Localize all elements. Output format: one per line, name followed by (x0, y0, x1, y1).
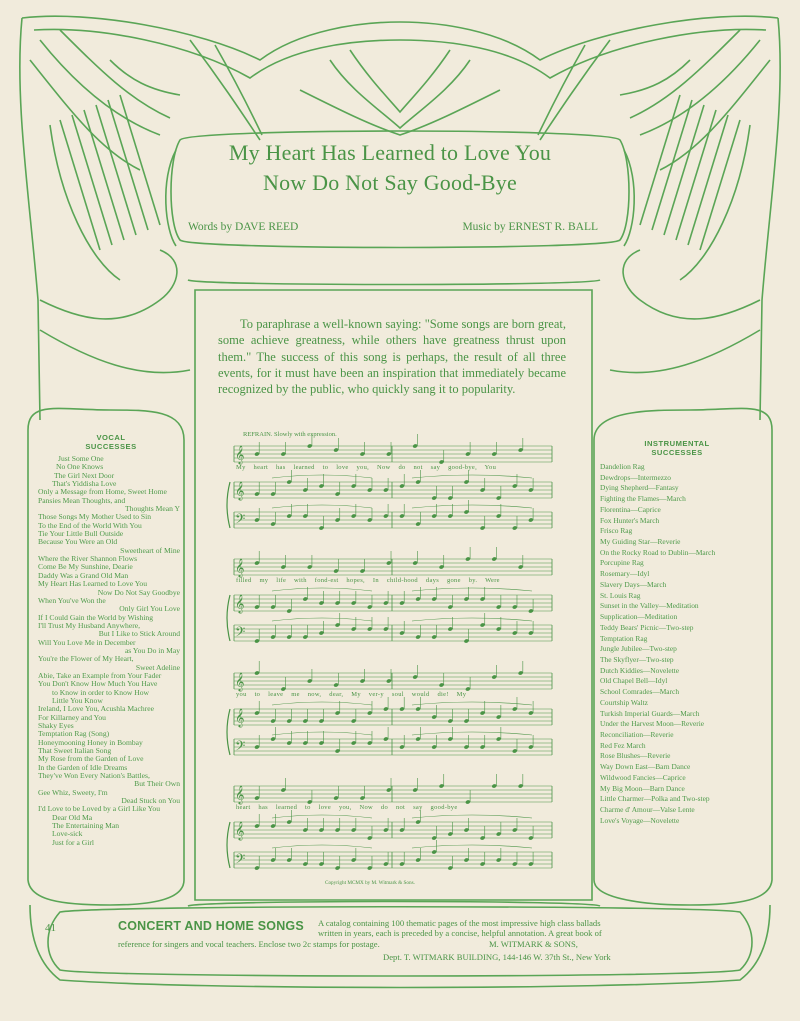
clef-icon: 𝄞 (235, 481, 245, 500)
list-item: Supplication—Meditation (600, 612, 678, 622)
list-item: I'll Trust My Husband Anywhere, (38, 620, 140, 630)
list-item: Dutch Kiddies—Novelette (600, 665, 680, 675)
clef-icon: 𝄢 (235, 738, 246, 757)
clef-icon: 𝄢 (235, 624, 246, 643)
list-item: My Guiding Star—Reverie (600, 537, 681, 547)
list-item: Old Chapel Bell—Idyl (600, 676, 668, 686)
slur (272, 618, 372, 621)
publisher-address: Dept. T. WITMARK BUILDING, 144-146 W. 37th St., New York (383, 952, 611, 962)
list-item: If I Could Gain the World by Wishing (38, 612, 154, 622)
clef-icon: 𝄞 (235, 821, 245, 840)
catalog-desc-line2: written in years, each is preceded by a concise, helpful annotation. A great book of (318, 928, 602, 939)
list-item: Love's Voyage—Novelette (600, 815, 680, 825)
list-item: The Girl Next Door (54, 470, 115, 480)
slur (272, 815, 372, 818)
music-notation (212, 428, 574, 898)
list-item: For Killarney and You (38, 712, 106, 722)
instrumental-successes-list (600, 462, 770, 826)
brace (227, 709, 230, 755)
list-item: Tie Your Little Bull Outside (38, 529, 124, 539)
list-item: Wildwood Fancies—Caprice (600, 772, 686, 782)
list-item: That's Yiddisha Love (52, 479, 117, 489)
lyric-line-2: filled my life with fond-est hopes, In child-hood days gone by. Were (236, 577, 500, 584)
copyright-notice: Copyright MCMX by M. Witmark & Sons. (325, 880, 415, 886)
list-item: Honeymooning Honey in Bombay (38, 737, 143, 747)
list-item: Porcupine Rag (600, 558, 644, 568)
composer-credit: Music by ERNEST R. BALL (462, 221, 598, 233)
list-item: Just Some One (58, 454, 104, 463)
list-item: The Entertaining Man (52, 821, 120, 831)
clef-icon: 𝄞 (235, 708, 245, 727)
lyric-line-4: heart has learned to love you, Now do not say good-bye (236, 804, 458, 811)
list-item: Dandelion Rag (600, 462, 645, 471)
list-item: But I Like to Stick Around (98, 629, 180, 639)
instrumental-heading (612, 439, 742, 457)
list-item: Sweet Adeline (135, 662, 180, 672)
slur (412, 815, 532, 818)
list-item: You're the Flower of My Heart, (38, 654, 134, 664)
list-item: to Know in order to Know How (52, 687, 150, 697)
list-item: My Heart Has Learned to Love You (38, 579, 148, 589)
list-item: Way Down East—Barn Dance (600, 762, 691, 772)
catalog-description (318, 918, 768, 938)
slur (412, 732, 532, 735)
list-item: Only Girl You Love (119, 604, 180, 614)
list-item: Fox Hunter's March (600, 515, 660, 525)
list-item: Sweetheart of Mine (120, 545, 180, 555)
list-item: The Skyflyer—Two-step (600, 654, 674, 664)
list-item: No One Knows (56, 462, 104, 472)
lyric-line-1: My heart has learned to love you, Now do not say good-bye, You (236, 464, 497, 471)
slur (272, 475, 372, 478)
song-title-line2: Now Do Not Say Good-Bye (263, 170, 517, 195)
list-item: Red Fez March (600, 740, 646, 750)
list-item: Thoughts Mean Y (125, 504, 180, 514)
clef-icon: 𝄞 (235, 594, 245, 613)
slur (412, 505, 532, 508)
list-item: Charme d' Amour—Valse Lente (600, 805, 695, 814)
vocal-heading-line2: SUCCESSES (85, 442, 137, 451)
list-item: Just for a Girl (52, 837, 94, 847)
list-item: Under the Harvest Moon—Reverie (600, 719, 705, 729)
catalog-title: CONCERT AND HOME SONGS (118, 919, 304, 933)
vocal-successes-list (38, 455, 180, 847)
list-item: Dewdrops—Intermezzo (600, 472, 672, 482)
list-item: Slavery Days—March (600, 579, 667, 589)
refrain-marking: REFRAIN. Slowly with expression. (243, 431, 337, 438)
list-item: Come Be My Sunshine, Dearie (38, 562, 133, 572)
slur (272, 505, 372, 508)
clef-icon: 𝄞 (235, 672, 245, 691)
list-item: Will You Love Me in December (38, 637, 136, 647)
list-item: You Don't Know How Much You Have (38, 679, 158, 689)
slur (272, 702, 372, 705)
instrumental-heading-line2: SUCCESSES (651, 448, 703, 457)
list-item: as You Do in May (124, 645, 180, 655)
list-item: Sunset in the Valley—Meditation (600, 601, 699, 611)
slur (412, 702, 532, 705)
instrumental-heading-line1: INSTRUMENTAL (644, 439, 710, 448)
lyric-line-3: you to leave me now, dear, My ver-y soul would die! My (236, 691, 467, 698)
clef-icon: 𝄞 (235, 445, 245, 464)
vocal-heading-line1: VOCAL (96, 433, 126, 442)
list-item: I'd Love to be Loved by a Girl Like You (38, 804, 161, 814)
list-item: Because You Were an Old (38, 537, 118, 547)
list-item: They've Won Every Nation's Battles, (38, 771, 150, 781)
list-item: Little Charmer—Polka and Two-step (600, 794, 710, 804)
list-item: My Big Moon—Barn Dance (600, 783, 685, 793)
vocal-heading (66, 433, 156, 451)
brace (227, 822, 230, 868)
slur (412, 845, 532, 848)
catalog-desc-line3: reference for singers and vocal teachers. Enclose two 2c stamps for postage. (118, 939, 380, 949)
list-item: Florentina—Caprice (600, 504, 661, 514)
slur (412, 588, 532, 591)
brace (227, 482, 230, 528)
slur (412, 475, 532, 478)
slur (272, 588, 372, 591)
list-item: Fighting the Flames—March (600, 494, 686, 504)
list-item: Dear Old Ma (52, 812, 93, 822)
clef-icon: 𝄢 (235, 511, 246, 530)
list-item: Reconciliation—Reverie (600, 729, 674, 739)
list-item: Where the River Shannon Flows (38, 554, 138, 564)
list-item: Temptation Rag (Song) (38, 729, 110, 739)
list-item: Abie, Take an Example from Your Fader (38, 670, 162, 680)
list-item: Now Do Not Say Goodbye (97, 587, 180, 597)
publisher-name: M. WITMARK & SONS, (489, 939, 578, 949)
lyricist-credit: Words by DAVE REED (188, 221, 299, 233)
slur (272, 845, 372, 848)
list-item: Dying Shepherd—Fantasy (600, 483, 679, 493)
list-item: School Comrades—March (600, 687, 680, 697)
brace (227, 595, 230, 641)
list-item: Temptation Rag (600, 633, 648, 643)
list-item: In the Garden of Idle Dreams (38, 762, 128, 772)
page-number: 41 (45, 922, 56, 934)
slur (412, 618, 532, 621)
list-item: Daddy Was a Grand Old Man (38, 570, 129, 580)
slur (272, 732, 372, 735)
list-item: Little You Know (52, 695, 103, 705)
list-item: Only a Message from Home, Sweet Home (38, 487, 167, 497)
list-item: Pansies Mean Thoughts, and (38, 495, 126, 505)
song-description: To paraphrase a well-known saying: "Some songs are born great, some achieve greatness, while others have greatness thrust upon them." The success of this song is perhaps, the result of all three events, for it must have been an inspiration that immediately became recognized by the public, who quickly sang it to popularity. (218, 317, 566, 397)
clef-icon: 𝄢 (235, 851, 246, 870)
list-item: Courtship Waltz (600, 697, 648, 707)
list-item: When You've Won the (38, 595, 106, 605)
list-item: Frisco Rag (600, 526, 633, 536)
list-item: Turkish Imperial Guards—March (600, 708, 700, 718)
list-item: Shaky Eyes (38, 721, 74, 730)
list-item: St. Louis Rag (600, 590, 641, 600)
list-item: Rosemary—Idyl (600, 569, 650, 579)
list-item: Love-sick (52, 829, 83, 839)
list-item: Those Songs My Mother Used to Sin (38, 512, 152, 522)
list-item: That Sweet Italian Song (38, 746, 112, 756)
list-item: Teddy Bears' Picnic—Two-step (600, 622, 694, 632)
list-item: My Rose from the Garden of Love (38, 754, 144, 764)
list-item: Rose Blushes—Reverie (600, 751, 671, 761)
list-item: Dead Stuck on You (121, 796, 180, 806)
catalog-desc-line1: A catalog containing 100 thematic pages of the most impressive high class ballads (318, 918, 601, 928)
list-item: But Their Own (134, 779, 180, 789)
song-title-line1: My Heart Has Learned to Love You (228, 140, 552, 165)
list-item: On the Rocky Road to Dublin—March (600, 547, 716, 557)
list-item: Gee Whiz, Sweety, I'm (38, 787, 108, 797)
list-item: To the End of the World With You (38, 520, 142, 530)
song-title (170, 138, 610, 198)
list-item: Ireland, I Love You, Acushla Machree (38, 704, 154, 714)
list-item: Jungle Jubilee—Two-step (600, 644, 677, 654)
clef-icon: 𝄞 (235, 785, 245, 804)
clef-icon: 𝄞 (235, 558, 245, 577)
